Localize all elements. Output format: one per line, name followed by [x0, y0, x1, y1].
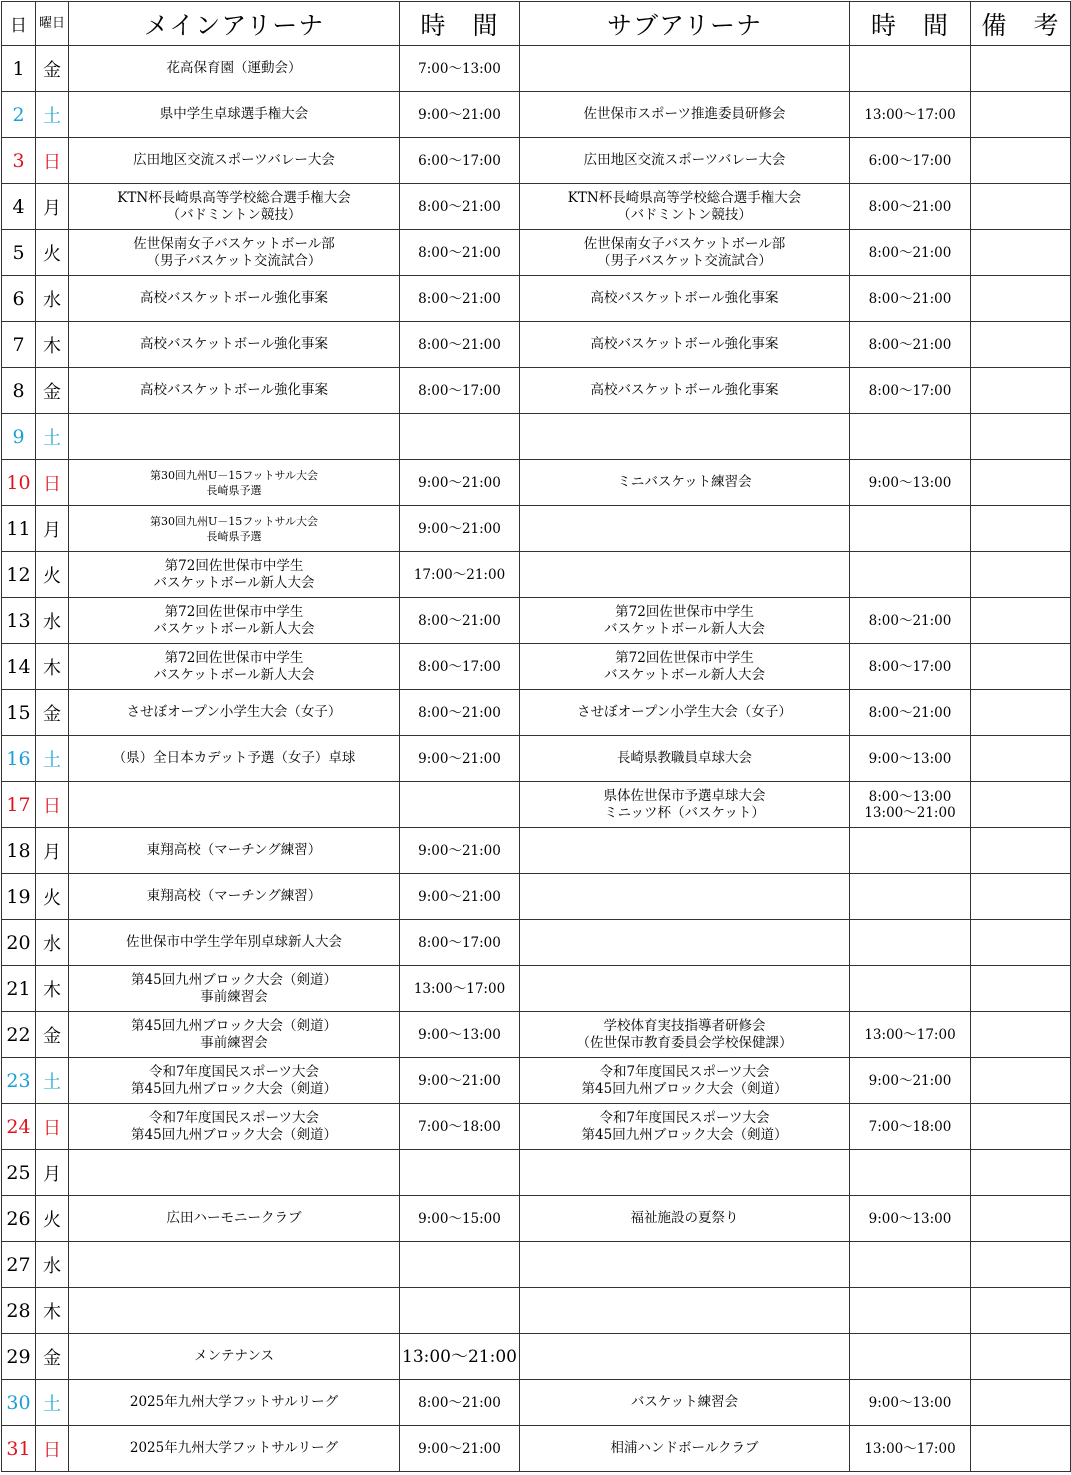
main-arena-time-cell: 9:00～21:00 — [400, 828, 520, 874]
day-of-week-cell: 木 — [36, 644, 69, 690]
sub-arena-time-cell: 8:00～21:00 — [850, 690, 971, 736]
day-of-week-cell: 火 — [36, 1196, 69, 1242]
main-arena-time-cell: 9:00～21:00 — [400, 460, 520, 506]
schedule-table — [1, 1, 1071, 1472]
note-cell — [971, 1426, 1071, 1472]
table-row — [2, 1150, 1071, 1196]
sub-arena-event-cell: 佐世保南女子バスケットボール部 （男子バスケット交流試合） — [520, 230, 850, 276]
sub-arena-event-cell — [520, 1288, 850, 1334]
day-cell: 18 — [2, 828, 36, 874]
main-arena-time-cell: 9:00～21:00 — [400, 92, 520, 138]
sub-arena-time-cell: 8:00～17:00 — [850, 644, 971, 690]
table-row — [2, 506, 1071, 552]
main-arena-event-cell: 広田ハーモニークラブ — [69, 1196, 400, 1242]
note-cell — [971, 184, 1071, 230]
note-cell — [971, 598, 1071, 644]
sub-arena-time-cell — [850, 46, 971, 92]
day-of-week-cell: 木 — [36, 1288, 69, 1334]
day-of-week-cell: 金 — [36, 1012, 69, 1058]
day-of-week-cell: 日 — [36, 1104, 69, 1150]
day-cell: 9 — [2, 414, 36, 460]
main-arena-time-cell: 7:00～18:00 — [400, 1104, 520, 1150]
day-of-week-cell: 水 — [36, 1242, 69, 1288]
sub-arena-time-cell — [850, 874, 971, 920]
main-arena-time-cell: 8:00～21:00 — [400, 598, 520, 644]
sub-arena-event-cell: 令和7年度国民スポーツ大会 第45回九州ブロック大会（剣道） — [520, 1058, 850, 1104]
main-arena-time-cell: 8:00～17:00 — [400, 920, 520, 966]
header-day-of-week: 曜日 — [36, 2, 69, 46]
sub-arena-event-cell — [520, 1334, 850, 1380]
sub-arena-time-cell — [850, 1242, 971, 1288]
main-arena-time-cell: 13:00～21:00 — [400, 1334, 520, 1380]
day-cell: 17 — [2, 782, 36, 828]
day-of-week-cell: 月 — [36, 828, 69, 874]
table-row — [2, 1058, 1071, 1104]
main-arena-time-cell: 8:00～21:00 — [400, 230, 520, 276]
table-row — [2, 966, 1071, 1012]
main-arena-time-cell: 9:00～15:00 — [400, 1196, 520, 1242]
day-cell: 13 — [2, 598, 36, 644]
day-cell: 7 — [2, 322, 36, 368]
sub-arena-time-cell: 9:00～21:00 — [850, 1058, 971, 1104]
main-arena-event-cell: 高校バスケットボール強化事案 — [69, 276, 400, 322]
main-arena-time-cell: 6:00～17:00 — [400, 138, 520, 184]
sub-arena-event-cell: 高校バスケットボール強化事案 — [520, 322, 850, 368]
table-row — [2, 828, 1071, 874]
day-cell: 16 — [2, 736, 36, 782]
main-arena-time-cell: 9:00～21:00 — [400, 1058, 520, 1104]
header-main-arena: メインアリーナ — [69, 2, 400, 46]
table-row — [2, 1012, 1071, 1058]
table-row — [2, 414, 1071, 460]
note-cell — [971, 1380, 1071, 1426]
day-cell: 8 — [2, 368, 36, 414]
sub-arena-event-cell — [520, 920, 850, 966]
day-of-week-cell: 火 — [36, 552, 69, 598]
day-of-week-cell: 月 — [36, 184, 69, 230]
main-arena-event-cell: 第30回九州U－15フットサル大会 長崎県予選 — [69, 506, 400, 552]
main-arena-event-cell — [69, 414, 400, 460]
main-arena-event-cell: 県中学生卓球選手権大会 — [69, 92, 400, 138]
day-of-week-cell: 水 — [36, 276, 69, 322]
main-arena-time-cell: 8:00～21:00 — [400, 690, 520, 736]
header-sub-arena: サブアリーナ — [520, 2, 850, 46]
sub-arena-event-cell: 高校バスケットボール強化事案 — [520, 368, 850, 414]
day-cell: 2 — [2, 92, 36, 138]
day-cell: 29 — [2, 1334, 36, 1380]
main-arena-event-cell: 第72回佐世保市中学生 バスケットボール新人大会 — [69, 598, 400, 644]
table-row — [2, 184, 1071, 230]
sub-arena-time-cell — [850, 414, 971, 460]
note-cell — [971, 1334, 1071, 1380]
main-arena-time-cell: 9:00～21:00 — [400, 736, 520, 782]
table-row — [2, 920, 1071, 966]
note-cell — [971, 276, 1071, 322]
sub-arena-event-cell: 相浦ハンドボールクラブ — [520, 1426, 850, 1472]
header-day: 日 — [2, 2, 36, 46]
table-row — [2, 644, 1071, 690]
day-of-week-cell: 火 — [36, 874, 69, 920]
note-cell — [971, 322, 1071, 368]
sub-arena-time-cell — [850, 966, 971, 1012]
main-arena-event-cell — [69, 1242, 400, 1288]
sub-arena-time-cell: 8:00～13:00 13:00～21:00 — [850, 782, 971, 828]
day-cell: 11 — [2, 506, 36, 552]
main-arena-event-cell: （県）全日本カデット予選（女子）卓球 — [69, 736, 400, 782]
main-arena-time-cell: 9:00～21:00 — [400, 506, 520, 552]
main-arena-time-cell: 8:00～21:00 — [400, 1380, 520, 1426]
sub-arena-event-cell: 第72回佐世保市中学生 バスケットボール新人大会 — [520, 644, 850, 690]
sub-arena-time-cell: 9:00～13:00 — [850, 460, 971, 506]
main-arena-event-cell: 2025年九州大学フットサルリーグ — [69, 1380, 400, 1426]
main-arena-event-cell — [69, 1150, 400, 1196]
main-arena-event-cell: 東翔高校（マーチング練習） — [69, 828, 400, 874]
table-row — [2, 1196, 1071, 1242]
main-arena-event-cell: 佐世保南女子バスケットボール部 （男子バスケット交流試合） — [69, 230, 400, 276]
sub-arena-event-cell: ミニバスケット練習会 — [520, 460, 850, 506]
main-arena-event-cell: KTN杯長崎県高等学校総合選手権大会 （バドミントン競技） — [69, 184, 400, 230]
table-row — [2, 46, 1071, 92]
table-row — [2, 874, 1071, 920]
main-arena-event-cell: 第45回九州ブロック大会（剣道） 事前練習会 — [69, 1012, 400, 1058]
day-cell: 3 — [2, 138, 36, 184]
main-arena-event-cell — [69, 1288, 400, 1334]
sub-arena-time-cell — [850, 506, 971, 552]
note-cell — [971, 230, 1071, 276]
day-of-week-cell: 金 — [36, 690, 69, 736]
sub-arena-event-cell — [520, 552, 850, 598]
sub-arena-event-cell — [520, 1150, 850, 1196]
note-cell — [971, 1012, 1071, 1058]
sub-arena-event-cell: 広田地区交流スポーツバレー大会 — [520, 138, 850, 184]
day-cell: 20 — [2, 920, 36, 966]
sub-arena-time-cell — [850, 1334, 971, 1380]
note-cell — [971, 460, 1071, 506]
main-arena-time-cell: 9:00～21:00 — [400, 1426, 520, 1472]
main-arena-event-cell: 第72回佐世保市中学生 バスケットボール新人大会 — [69, 644, 400, 690]
day-cell: 12 — [2, 552, 36, 598]
day-cell: 10 — [2, 460, 36, 506]
sub-arena-time-cell: 8:00～21:00 — [850, 322, 971, 368]
main-arena-time-cell: 17:00～21:00 — [400, 552, 520, 598]
note-cell — [971, 782, 1071, 828]
day-of-week-cell: 日 — [36, 1426, 69, 1472]
day-cell: 25 — [2, 1150, 36, 1196]
main-arena-time-cell — [400, 1242, 520, 1288]
day-cell: 21 — [2, 966, 36, 1012]
main-arena-time-cell — [400, 782, 520, 828]
sub-arena-time-cell — [850, 1288, 971, 1334]
header-note: 備 考 — [971, 2, 1071, 46]
table-row — [2, 690, 1071, 736]
day-of-week-cell: 金 — [36, 368, 69, 414]
day-of-week-cell: 木 — [36, 966, 69, 1012]
table-row — [2, 276, 1071, 322]
table-row — [2, 92, 1071, 138]
sub-arena-event-cell — [520, 1242, 850, 1288]
main-arena-event-cell: 令和7年度国民スポーツ大会 第45回九州ブロック大会（剣道） — [69, 1058, 400, 1104]
sub-arena-time-cell: 13:00～17:00 — [850, 1012, 971, 1058]
sub-arena-time-cell: 13:00～17:00 — [850, 92, 971, 138]
table-row — [2, 1104, 1071, 1150]
sub-arena-event-cell — [520, 874, 850, 920]
main-arena-event-cell: 東翔高校（マーチング練習） — [69, 874, 400, 920]
sub-arena-time-cell: 8:00～21:00 — [850, 184, 971, 230]
note-cell — [971, 46, 1071, 92]
day-of-week-cell: 火 — [36, 230, 69, 276]
day-of-week-cell: 土 — [36, 736, 69, 782]
note-cell — [971, 1196, 1071, 1242]
table-row — [2, 368, 1071, 414]
main-arena-time-cell: 7:00～13:00 — [400, 46, 520, 92]
main-arena-event-cell: させぼオープン小学生大会（女子） — [69, 690, 400, 736]
main-arena-event-cell: 第30回九州U－15フットサル大会 長崎県予選 — [69, 460, 400, 506]
day-of-week-cell: 金 — [36, 46, 69, 92]
table-row — [2, 1288, 1071, 1334]
day-cell: 22 — [2, 1012, 36, 1058]
header-main-time: 時 間 — [400, 2, 520, 46]
table-row — [2, 552, 1071, 598]
sub-arena-time-cell: 8:00～17:00 — [850, 368, 971, 414]
note-cell — [971, 644, 1071, 690]
day-cell: 19 — [2, 874, 36, 920]
sub-arena-event-cell: 高校バスケットボール強化事案 — [520, 276, 850, 322]
day-of-week-cell: 土 — [36, 92, 69, 138]
table-row — [2, 1426, 1071, 1472]
main-arena-event-cell: 高校バスケットボール強化事案 — [69, 322, 400, 368]
day-of-week-cell: 土 — [36, 1058, 69, 1104]
main-arena-time-cell: 8:00～17:00 — [400, 644, 520, 690]
main-arena-event-cell: メンテナンス — [69, 1334, 400, 1380]
main-arena-event-cell: 第72回佐世保市中学生 バスケットボール新人大会 — [69, 552, 400, 598]
note-cell — [971, 874, 1071, 920]
main-arena-time-cell: 8:00～21:00 — [400, 184, 520, 230]
main-arena-event-cell: 広田地区交流スポーツバレー大会 — [69, 138, 400, 184]
table-row — [2, 460, 1071, 506]
sub-arena-event-cell — [520, 414, 850, 460]
day-of-week-cell: 日 — [36, 460, 69, 506]
main-arena-event-cell: 2025年九州大学フットサルリーグ — [69, 1426, 400, 1472]
main-arena-time-cell: 13:00～17:00 — [400, 966, 520, 1012]
header-row — [2, 2, 1071, 46]
main-arena-time-cell — [400, 1150, 520, 1196]
table-row — [2, 230, 1071, 276]
main-arena-event-cell — [69, 782, 400, 828]
day-cell: 30 — [2, 1380, 36, 1426]
sub-arena-time-cell: 7:00～18:00 — [850, 1104, 971, 1150]
sub-arena-time-cell: 9:00～13:00 — [850, 1196, 971, 1242]
sub-arena-time-cell — [850, 552, 971, 598]
sub-arena-event-cell — [520, 506, 850, 552]
table-row — [2, 1242, 1071, 1288]
day-cell: 14 — [2, 644, 36, 690]
day-of-week-cell: 水 — [36, 598, 69, 644]
sub-arena-time-cell: 9:00～13:00 — [850, 736, 971, 782]
day-of-week-cell: 木 — [36, 322, 69, 368]
table-row — [2, 1380, 1071, 1426]
day-of-week-cell: 水 — [36, 920, 69, 966]
sub-arena-event-cell — [520, 46, 850, 92]
sub-arena-event-cell — [520, 828, 850, 874]
main-arena-event-cell: 高校バスケットボール強化事案 — [69, 368, 400, 414]
sub-arena-time-cell: 8:00～21:00 — [850, 598, 971, 644]
day-cell: 24 — [2, 1104, 36, 1150]
note-cell — [971, 1058, 1071, 1104]
main-arena-event-cell: 花高保育園（運動会） — [69, 46, 400, 92]
sub-arena-time-cell — [850, 920, 971, 966]
sub-arena-event-cell: 県体佐世保市予選卓球大会 ミニッツ杯（バスケット） — [520, 782, 850, 828]
sub-arena-event-cell: KTN杯長崎県高等学校総合選手権大会 （バドミントン競技） — [520, 184, 850, 230]
table-row — [2, 1334, 1071, 1380]
note-cell — [971, 506, 1071, 552]
sub-arena-time-cell — [850, 1150, 971, 1196]
day-of-week-cell: 土 — [36, 414, 69, 460]
table-row — [2, 322, 1071, 368]
day-cell: 6 — [2, 276, 36, 322]
table-row — [2, 736, 1071, 782]
note-cell — [971, 1150, 1071, 1196]
main-arena-time-cell: 8:00～21:00 — [400, 322, 520, 368]
main-arena-time-cell — [400, 1288, 520, 1334]
header-sub-time: 時 間 — [850, 2, 971, 46]
note-cell — [971, 1242, 1071, 1288]
sub-arena-event-cell — [520, 966, 850, 1012]
sub-arena-event-cell: 令和7年度国民スポーツ大会 第45回九州ブロック大会（剣道） — [520, 1104, 850, 1150]
note-cell — [971, 920, 1071, 966]
day-cell: 5 — [2, 230, 36, 276]
main-arena-time-cell: 8:00～21:00 — [400, 276, 520, 322]
main-arena-event-cell: 令和7年度国民スポーツ大会 第45回九州ブロック大会（剣道） — [69, 1104, 400, 1150]
main-arena-time-cell — [400, 414, 520, 460]
note-cell — [971, 368, 1071, 414]
note-cell — [971, 92, 1071, 138]
note-cell — [971, 1104, 1071, 1150]
sub-arena-event-cell: 長崎県教職員卓球大会 — [520, 736, 850, 782]
day-cell: 4 — [2, 184, 36, 230]
main-arena-time-cell: 9:00～21:00 — [400, 874, 520, 920]
day-cell: 27 — [2, 1242, 36, 1288]
day-of-week-cell: 日 — [36, 138, 69, 184]
day-cell: 31 — [2, 1426, 36, 1472]
day-cell: 26 — [2, 1196, 36, 1242]
sub-arena-event-cell: バスケット練習会 — [520, 1380, 850, 1426]
sub-arena-time-cell: 8:00～21:00 — [850, 230, 971, 276]
main-arena-time-cell: 8:00～17:00 — [400, 368, 520, 414]
sub-arena-event-cell: させぼオープン小学生大会（女子） — [520, 690, 850, 736]
day-of-week-cell: 日 — [36, 782, 69, 828]
note-cell — [971, 966, 1071, 1012]
sub-arena-time-cell: 9:00～13:00 — [850, 1380, 971, 1426]
day-of-week-cell: 土 — [36, 1380, 69, 1426]
day-of-week-cell: 月 — [36, 1150, 69, 1196]
day-cell: 1 — [2, 46, 36, 92]
sub-arena-time-cell: 8:00～21:00 — [850, 276, 971, 322]
sub-arena-event-cell: 第72回佐世保市中学生 バスケットボール新人大会 — [520, 598, 850, 644]
note-cell — [971, 1288, 1071, 1334]
day-cell: 23 — [2, 1058, 36, 1104]
note-cell — [971, 690, 1071, 736]
note-cell — [971, 828, 1071, 874]
main-arena-time-cell: 9:00～13:00 — [400, 1012, 520, 1058]
table-row — [2, 782, 1071, 828]
day-of-week-cell: 月 — [36, 506, 69, 552]
main-arena-event-cell: 佐世保市中学生学年別卓球新人大会 — [69, 920, 400, 966]
day-of-week-cell: 金 — [36, 1334, 69, 1380]
note-cell — [971, 414, 1071, 460]
note-cell — [971, 552, 1071, 598]
note-cell — [971, 138, 1071, 184]
main-arena-event-cell: 第45回九州ブロック大会（剣道） 事前練習会 — [69, 966, 400, 1012]
day-cell: 15 — [2, 690, 36, 736]
sub-arena-time-cell: 6:00～17:00 — [850, 138, 971, 184]
note-cell — [971, 736, 1071, 782]
sub-arena-time-cell: 13:00～17:00 — [850, 1426, 971, 1472]
sub-arena-event-cell: 福祉施設の夏祭り — [520, 1196, 850, 1242]
day-cell: 28 — [2, 1288, 36, 1334]
table-row — [2, 138, 1071, 184]
sub-arena-event-cell: 学校体育実技指導者研修会 （佐世保市教育委員会学校保健課） — [520, 1012, 850, 1058]
table-row — [2, 598, 1071, 644]
sub-arena-event-cell: 佐世保市スポーツ推進委員研修会 — [520, 92, 850, 138]
sub-arena-time-cell — [850, 828, 971, 874]
